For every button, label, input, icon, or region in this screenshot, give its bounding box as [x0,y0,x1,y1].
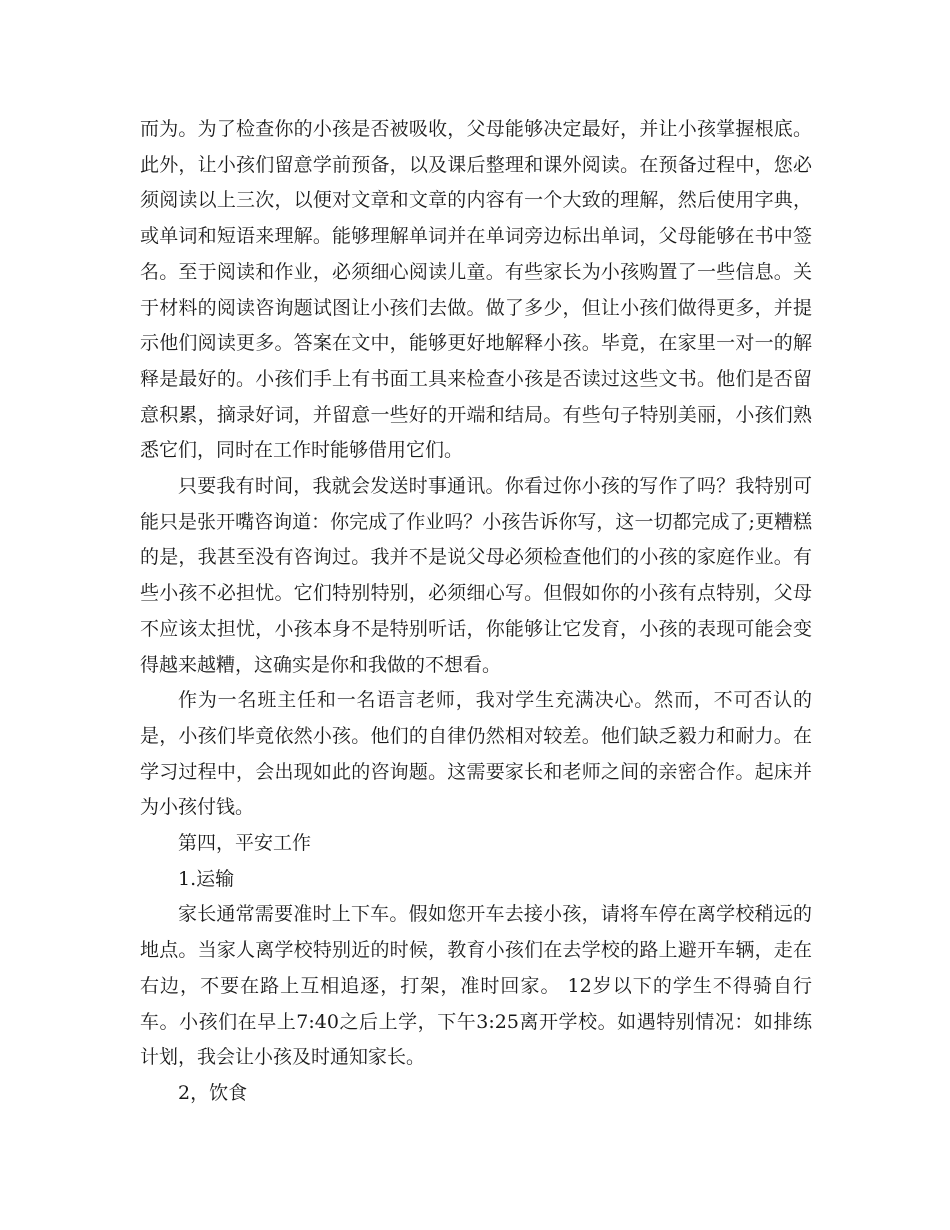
section-heading-safety: 第四，平安工作 [178,832,312,855]
paragraph-teacher-cooperation: 作为一名班主任和一名语言老师，我对学生充满决心。然而，不可否认的是，小孩们毕竟依然小孩。他们的自律仍然相对较差。他们缺乏毅力和耐力。在学习过程中，会出现如此的咨询题。这需要家长和老师之间的亲密合作。起床并为小孩付钱。 [140,689,812,819]
paragraph-homework-reading: 而为。为了检查你的小孩是否被吸收，父母能够决定最好，并让小孩掌握根底。此外，让小孩们留意学前预备，以及课后整理和课外阅读。在预备过程中，您必须阅读以上三次，以便对文章和文章的内容有一个大致的理解，然后使用字典，或单词和短语来理解。能够理解单词并在单词旁边标出单词，父母能够在书中签名。至于阅读和作业，必须细心阅读儿童。有些家长为小孩购置了一些信息。关于材料的阅读咨询题试图让小孩们去做。做了多少，但让小孩们做得更多，并提示他们阅读更多。答案在文中，能够更好地解释小孩。毕竟，在家里一对一的解释是最好的。小孩们手上有书面工具来检查小孩是否读过这些文书。他们是否留意积累，摘录好词，并留意一些好的开端和结局。有些句子特别美丽，小孩们熟悉它们，同时在工作时能够借用它们。 [140,118,812,462]
paragraph-newsletter: 只要我有时间，我就会发送时事通讯。你看过你小孩的写作了吗？我特别可能只是张开嘴咨询道：你完成了作业吗？小孩告诉你写，这一切都完成了;更糟糕的是，我甚至没有咨询过。我并不是说父母必须检查他们的小孩的家庭作业。有些小孩不必担忧。它们特别特别，必须细心写。但假如你的小孩有点特别，父母不应该太担忧，小孩本身不是特别听话，你能够让它发育，小孩的表现可能会变得越来越糟，这确实是你和我做的不想看。 [140,475,812,676]
document-body [140,112,812,1112]
paragraph-transport: 家长通常需要准时上下车。假如您开车去接小孩，请将车停在离学校稍远的地点。当家人离学校特别近的时候，教育小孩们在去学校的路上避开车辆，走在右边，不要在路上互相追逐，打架，准时回家。 12岁以下的学生不得骑自行车。小孩们在早上7:40之后上学，下午3:25离开学校。如遇特别情况：如排练计划，我会让小孩及时通知家长。 [140,903,812,1069]
subheading-transport: 1.运输 [178,867,235,890]
subheading-diet: 2，饮食 [178,1081,248,1104]
